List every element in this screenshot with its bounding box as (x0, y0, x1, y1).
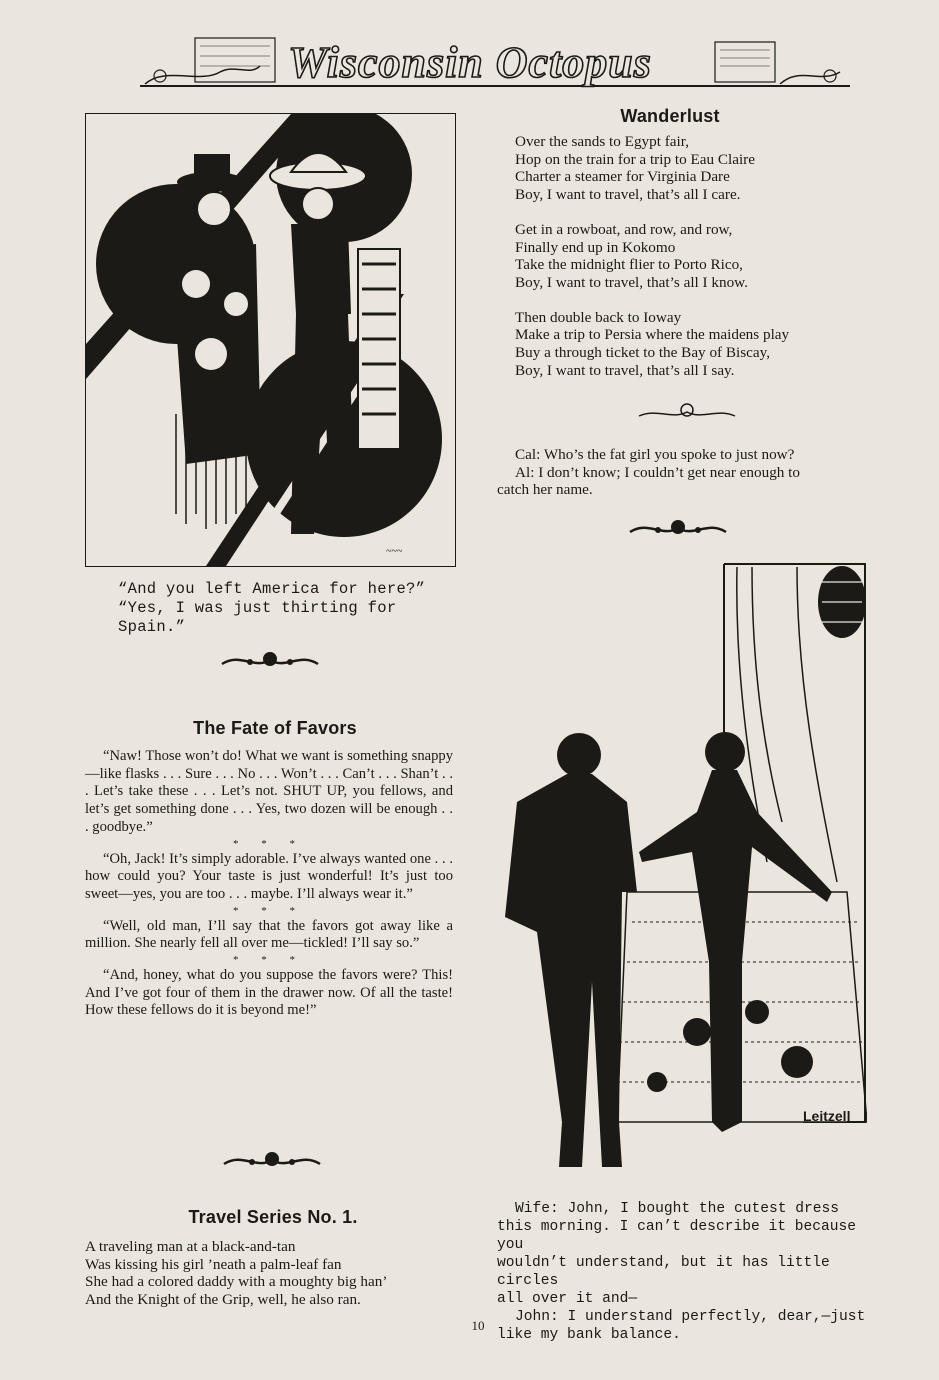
cal-al-joke (497, 446, 869, 499)
poem-line: Boy, I want to travel, that’s all I care. (515, 186, 741, 204)
poem-line: Take the midnight flier to Porto Rico, (515, 256, 743, 274)
separator: * * * (233, 954, 305, 967)
ornament-divider (628, 516, 728, 540)
poem-line: Then double back to Ioway (515, 308, 682, 326)
caption-line: “Yes, I was just thirting for Spain.” (118, 599, 397, 636)
joke-line: John: I understand perfectly, dear,—just (515, 1309, 866, 1325)
fate-of-favors-text (85, 748, 453, 1020)
separator: * * * (233, 837, 305, 850)
prose-paragraph: “Oh, Jack! It’s simply adorable. I’ve always wanted one . . . how could you? Your taste is just wonderful! It’s just too sweet—yes, you are too . . . maybe. I’ll always wear it.” (85, 850, 453, 902)
poem-line: Get in a rowboat, and row, and row, (515, 220, 733, 238)
wanderlust-poem (515, 133, 875, 379)
poem-line: Hop on the train for a trip to Eau Claire (515, 150, 755, 168)
joke-line: this morning. I can’t describe it because you (497, 1219, 857, 1253)
joke-line: catch her name. (497, 481, 593, 499)
travel-series-poem (85, 1238, 465, 1309)
joke-line: Wife: John, I bought the cutest dress (515, 1201, 840, 1217)
poem-line: Finally end up in Kokomo (515, 238, 676, 256)
cartoon-caption (118, 580, 448, 637)
ornament-divider (220, 648, 320, 672)
poem-line: Make a trip to Persia where the maidens play (515, 326, 790, 344)
ornament-divider (222, 1148, 322, 1172)
spanish-couple-illustration (85, 113, 456, 567)
separator: * * * (233, 904, 305, 917)
prose-paragraph: “And, honey, what do you suppose the favors were? This! And I’ve got four of them in the drawer now. Of all the taste! How these fellows do it is beyond me!” (85, 967, 453, 1019)
artist-signature: Leitzell (803, 1108, 851, 1124)
caption-line: “And you left America for here?” (118, 580, 426, 598)
silhouette-couple-illustration (497, 562, 867, 1187)
joke-line: all over it and— (497, 1291, 638, 1307)
poem-line: She had a colored daddy with a moughty big han’ (85, 1273, 388, 1291)
poem-line: A traveling man at a black-and-tan (85, 1238, 296, 1255)
travel-series-title: Travel Series No. 1. (188, 1207, 358, 1227)
poem-line: And the Knight of the Grip, well, he also ran. (85, 1291, 361, 1309)
masthead-title: Wisconsin Octopus (288, 38, 652, 87)
joke-line: wouldn’t understand, but it has little circles (497, 1255, 830, 1289)
poem-line: Charter a steamer for Virginia Dare (515, 168, 730, 186)
wanderlust-title: Wanderlust (620, 106, 720, 126)
prose-paragraph: “Well, old man, I’ll say that the favors got away like a million. She nearly fell all over me—tickled! I’ll say so.” (85, 917, 453, 952)
page-number: 10 (471, 1318, 485, 1333)
poem-line: Boy, I want to travel, that’s all I know. (515, 273, 748, 291)
svg-text:~~~: ~~~ (386, 546, 403, 557)
joke-line: Cal: Who’s the fat girl you spoke to just now? (515, 446, 795, 463)
poem-line: Boy, I want to travel, that’s all I say. (515, 361, 735, 379)
prose-paragraph: “Naw! Those won’t do! What we want is something snappy—like flasks . . . Sure . . . No . . . Won’t . . . Can’t . . . Shan’t . . . Let’s take these . . . Let’s not. SHUT UP, you fellows, and let’s get something done . . . Yes, two dozen will be enough . . . goodbye.” (85, 748, 453, 835)
joke-line: like my bank balance. (497, 1327, 681, 1343)
joke-line: Al: I don’t know; I couldn’t get near enough to (515, 463, 800, 481)
wife-john-joke (497, 1200, 869, 1344)
fate-of-favors-title: The Fate of Favors (193, 718, 357, 738)
poem-line: Buy a through ticket to the Bay of Biscay, (515, 344, 771, 362)
poem-line: Over the sands to Egypt fair, (515, 133, 690, 150)
poem-line: Was kissing his girl ’neath a palm-leaf fan (85, 1255, 342, 1273)
ornament-divider (637, 400, 737, 424)
